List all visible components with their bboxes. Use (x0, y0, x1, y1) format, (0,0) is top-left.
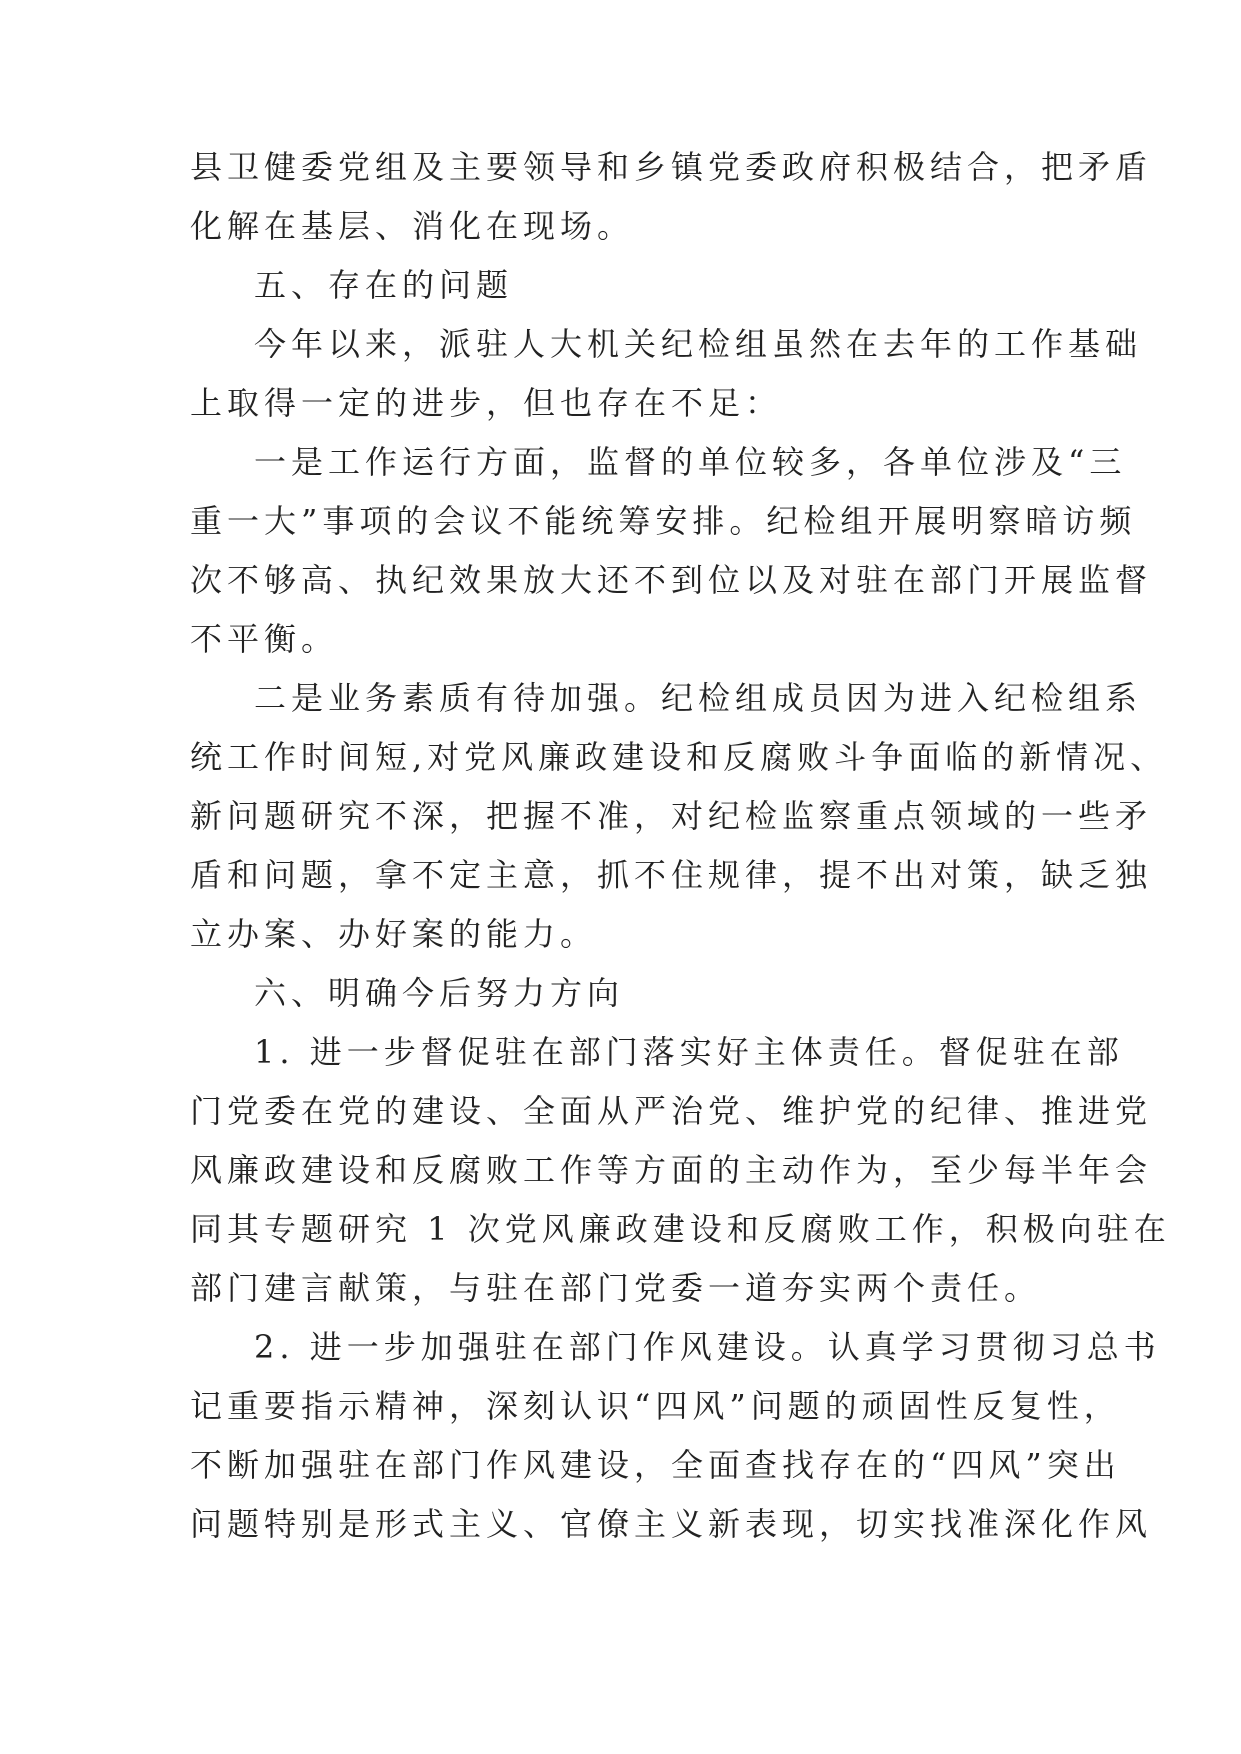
text-line-22: 记重要指示精神，深刻认识“四风”问题的顽固性反复性， (190, 1387, 1121, 1425)
text-line-23: 不断加强驻在部门作风建设，全面查找存在的“四风”突出 (190, 1446, 1121, 1484)
text-line-1: 县卫健委党组及主要领导和乡镇党委政府积极结合，把矛盾 (190, 148, 1153, 186)
text-line-13: 盾和问题，拿不定主意，抓不住规律，提不出对策，缺乏独 (190, 856, 1153, 894)
text-line-8: 次不够高、执纪效果放大还不到位以及对驻在部门开展监督 (190, 561, 1153, 599)
text-line-21: 2. 进一步加强驻在部门作风建设。认真学习贯彻习总书 (254, 1328, 1161, 1366)
text-line-6: 一是工作运行方面，监督的单位较多，各单位涉及“三 (254, 443, 1127, 481)
text-line-17: 门党委在党的建设、全面从严治党、维护党的纪律、推进党 (190, 1092, 1153, 1130)
text-line-11: 统工作时间短,对党风廉政建设和反腐败斗争面临的新情况、 (190, 738, 1168, 776)
text-line-2: 化解在基层、消化在现场。 (190, 207, 635, 245)
section-heading-problems: 五、存在的问题 (254, 266, 514, 304)
text-line-7: 重一大”事项的会议不能统筹安排。纪检组开展明察暗访频 (190, 502, 1137, 540)
section-heading-directions: 六、明确今后努力方向 (254, 974, 625, 1012)
text-line-9: 不平衡。 (190, 620, 339, 658)
text-line-10: 二是业务素质有待加强。纪检组成员因为进入纪检组系 (254, 679, 1143, 717)
text-line-5: 上取得一定的进步，但也存在不足： (190, 384, 783, 422)
text-line-14: 立办案、办好案的能力。 (190, 915, 598, 953)
text-line-4: 今年以来，派驻人大机关纪检组虽然在去年的工作基础 (254, 325, 1143, 363)
text-line-16: 1. 进一步督促驻在部门落实好主体责任。督促驻在部 (254, 1033, 1124, 1071)
text-line-19: 同其专题研究 1 次党风廉政建设和反腐败工作，积极向驻在 (190, 1210, 1171, 1248)
text-line-20: 部门建言献策，与驻在部门党委一道夯实两个责任。 (190, 1269, 1042, 1307)
text-line-12: 新问题研究不深，把握不准，对纪检监察重点领域的一些矛 (190, 797, 1153, 835)
text-line-24: 问题特别是形式主义、官僚主义新表现，切实找准深化作风 (190, 1505, 1153, 1543)
text-line-18: 风廉政建设和反腐败工作等方面的主动作为，至少每半年会 (190, 1151, 1153, 1189)
